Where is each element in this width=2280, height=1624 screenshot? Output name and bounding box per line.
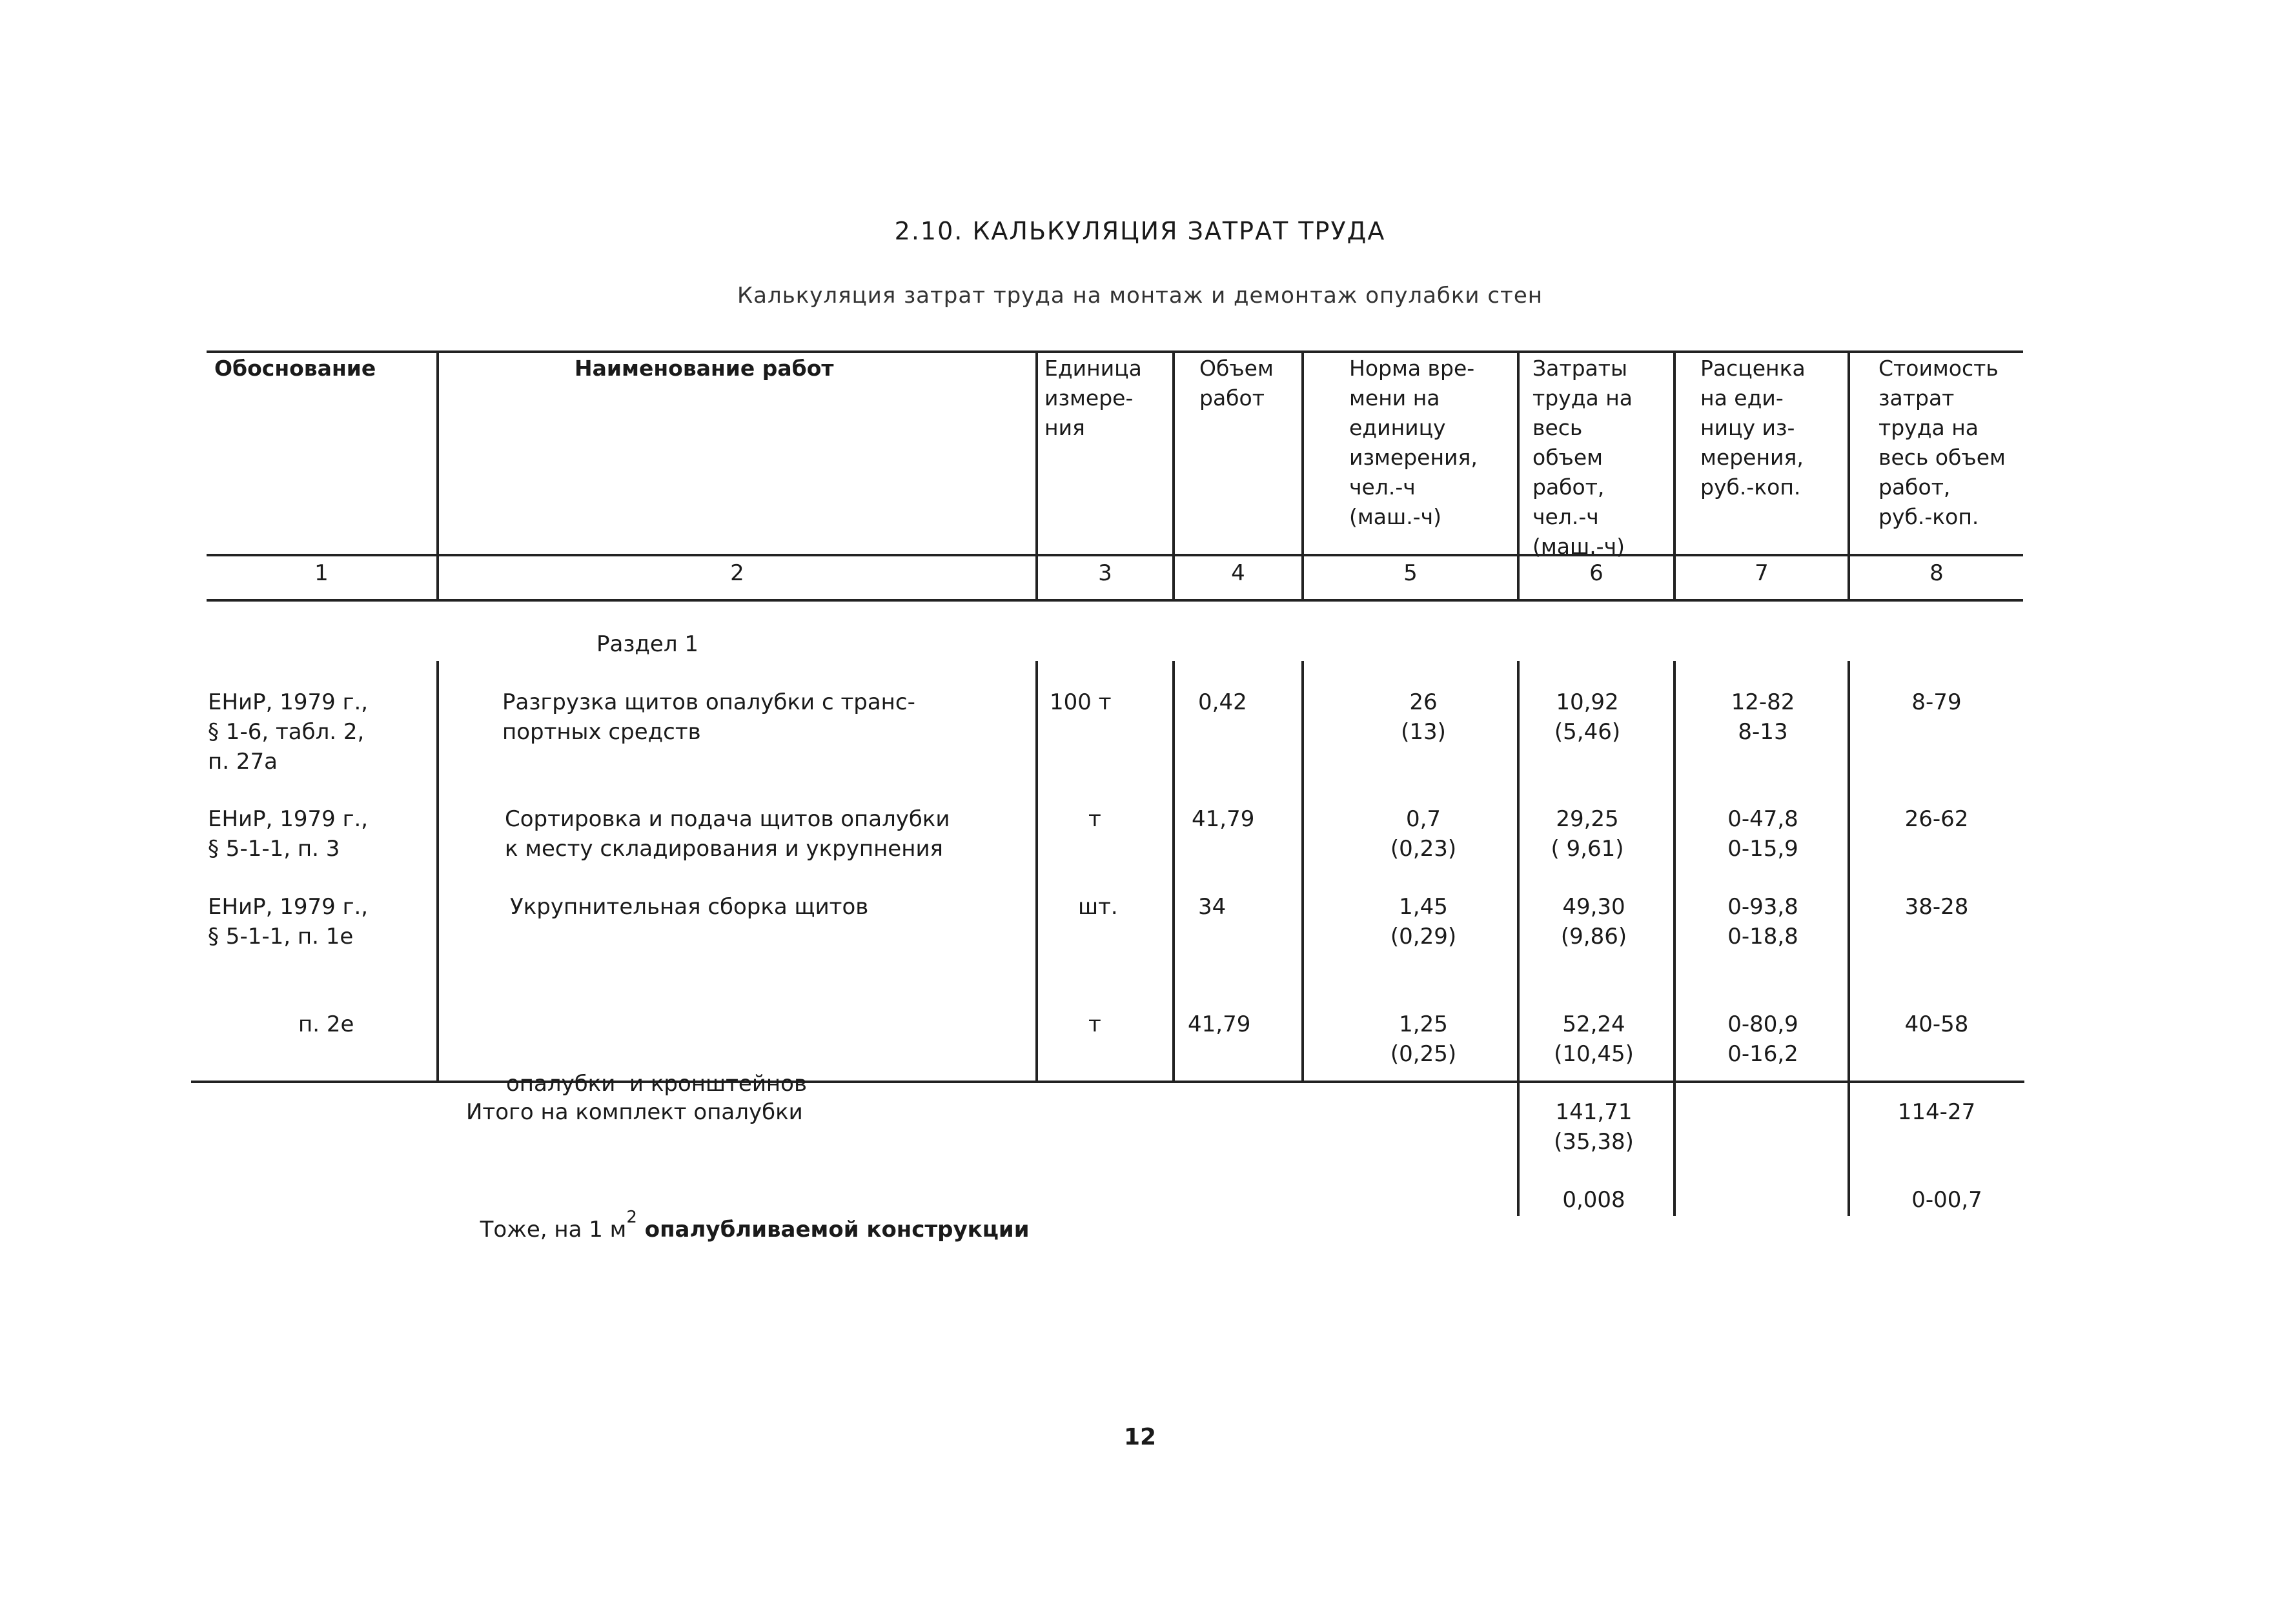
column-number-7: 7 bbox=[1755, 560, 1769, 586]
column-number-8: 8 bbox=[1929, 560, 1944, 586]
per-m2-labor: 0,008 bbox=[1562, 1187, 1625, 1213]
total-labor: 141,71 (35,38) bbox=[1554, 1099, 1634, 1155]
column-number-2: 2 bbox=[730, 560, 744, 586]
row-4-volume: 41,79 bbox=[1188, 1011, 1251, 1037]
row-3-name: Укрупнительная сборка щитов bbox=[510, 894, 869, 920]
row-4-name: опалубки и кронштейнов bbox=[506, 1071, 807, 1097]
body-divider-2 bbox=[1035, 661, 1038, 1082]
row-2-unit: т bbox=[1088, 806, 1101, 832]
row-1-basis: ЕНиР, 1979 г., § 1-6, табл. 2, п. 27а bbox=[208, 689, 369, 775]
row-3-rate: 0-93,8 0-18,8 bbox=[1727, 894, 1798, 949]
table-body-bottom-rule bbox=[191, 1081, 2024, 1083]
row-4-basis: п. 2е bbox=[298, 1011, 354, 1037]
table-top-rule bbox=[207, 350, 2023, 353]
body-divider-1 bbox=[436, 661, 439, 1082]
row-2-volume: 41,79 bbox=[1192, 806, 1255, 832]
row-2-name: Сортировка и подача щитов опалубки к месту складирования и укрупнения bbox=[505, 806, 950, 862]
row-2-norm: 0,7 (0,23) bbox=[1390, 806, 1457, 862]
row-1-rate: 12-82 8-13 bbox=[1731, 689, 1795, 745]
section-label: Раздел 1 bbox=[596, 631, 699, 657]
total-cost: 114-27 bbox=[1897, 1099, 1976, 1125]
row-2-basis: ЕНиР, 1979 г., § 5-1-1, п. 3 bbox=[208, 806, 369, 862]
row-2-cost: 26-62 bbox=[1904, 806, 1969, 832]
row-3-volume: 34 bbox=[1198, 894, 1227, 920]
m2-superscript: 2 bbox=[626, 1208, 637, 1227]
row-2-labor: 29,25 ( 9,61) bbox=[1551, 806, 1624, 862]
row-1-name: Разгрузка щитов опалубки с транс- портных средств bbox=[502, 689, 915, 745]
row-1-labor: 10,92 (5,46) bbox=[1554, 689, 1621, 745]
per-m2-cost: 0-00,7 bbox=[1911, 1187, 1982, 1213]
row-1-norm: 26 (13) bbox=[1401, 689, 1446, 745]
document-title: 2.10. КАЛЬКУЛЯЦИЯ ЗАТРАТ ТРУДА bbox=[894, 217, 1386, 245]
row-2-rate: 0-47,8 0-15,9 bbox=[1727, 806, 1798, 862]
per-m2-label: Тоже, на 1 $м^2$ опалубливаемой конструкции bbox=[480, 1208, 1030, 1243]
header-total-cost: Стоимость затрат труда на весь объем работ, руб.-коп. bbox=[1878, 356, 2006, 529]
row-4-norm: 1,25 (0,25) bbox=[1390, 1011, 1457, 1067]
row-3-labor: 49,30 (9,86) bbox=[1560, 894, 1627, 949]
header-unit: Единица измере- ния bbox=[1044, 356, 1142, 440]
column-number-6: 6 bbox=[1589, 560, 1603, 586]
column-numbers-bottom-rule bbox=[207, 599, 2023, 602]
row-4-unit: т bbox=[1088, 1011, 1101, 1037]
header-basis: Обоснование bbox=[214, 356, 376, 381]
row-3-unit: шт. bbox=[1078, 894, 1118, 920]
row-3-cost: 38-28 bbox=[1904, 894, 1969, 920]
column-number-4: 4 bbox=[1231, 560, 1245, 586]
column-number-1: 1 bbox=[314, 560, 329, 586]
column-number-3: 3 bbox=[1098, 560, 1112, 586]
header-volume: Объем работ bbox=[1199, 356, 1274, 411]
header-labor-cost: Затраты труда на весь объем работ, чел.-ч (маш.-ч) bbox=[1532, 356, 1633, 559]
column-number-5: 5 bbox=[1403, 560, 1418, 586]
row-1-cost: 8-79 bbox=[1911, 689, 1962, 715]
body-divider-3 bbox=[1172, 661, 1175, 1082]
row-4-cost: 40-58 bbox=[1904, 1011, 1969, 1037]
row-1-volume: 0,42 bbox=[1198, 689, 1247, 715]
row-3-basis: ЕНиР, 1979 г., § 5-1-1, п. 1е bbox=[208, 894, 369, 949]
row-4-rate: 0-80,9 0-16,2 bbox=[1727, 1011, 1798, 1067]
header-work-name: Наименование работ bbox=[575, 356, 834, 381]
total-label: Итого на комплект опалубки bbox=[466, 1099, 803, 1125]
row-3-norm: 1,45 (0,29) bbox=[1390, 894, 1457, 949]
header-time-norm: Норма вре- мени на единицу измерения, чел.-ч (маш.-ч) bbox=[1349, 356, 1478, 529]
column-numbers-top-rule bbox=[207, 554, 2023, 556]
document-subtitle: Калькуляция затрат труда на монтаж и демонтаж опулабки стен bbox=[737, 283, 1543, 309]
row-4-labor: 52,24 (10,45) bbox=[1554, 1011, 1634, 1067]
row-1-unit: 100 т bbox=[1050, 689, 1112, 715]
header-unit-rate: Расценка на еди- ницу из- мерения, руб.-коп. bbox=[1700, 356, 1806, 500]
page-number: 12 bbox=[1123, 1424, 1157, 1450]
